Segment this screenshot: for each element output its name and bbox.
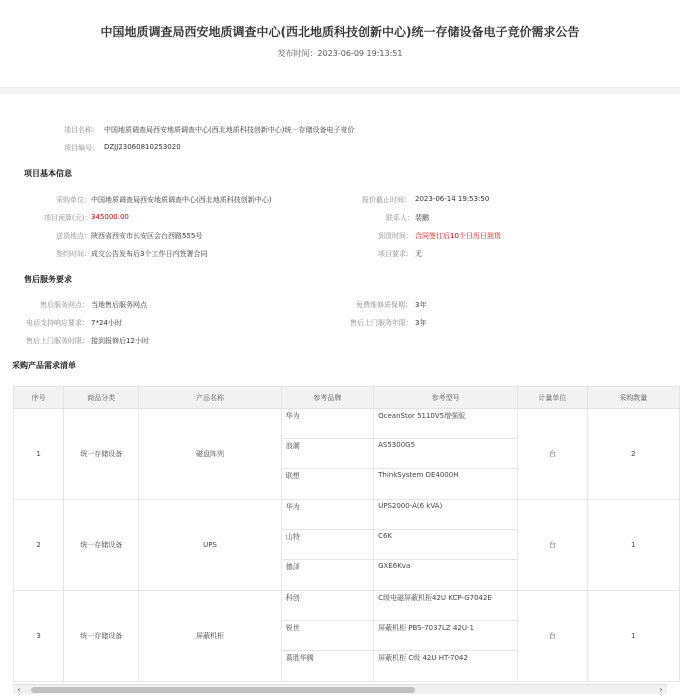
brand-cell: 德泽 [285, 563, 300, 571]
row-quantity: 1 [587, 591, 679, 682]
onsite-time-value: 接到报修后12小时 [91, 337, 149, 345]
row-index: 3 [14, 591, 64, 682]
basic-info-title: 项目基本信息 [24, 169, 72, 178]
requirement-value: 无 [415, 250, 422, 258]
scroll-left-icon[interactable]: ‹ [17, 685, 21, 694]
table-header-row [14, 387, 680, 409]
row-unit: 台 [518, 591, 587, 682]
model-cell: AS5300G5 [378, 441, 416, 449]
deadline-value: 2023-06-14 19:53:50 [415, 195, 490, 203]
scroll-thumb[interactable] [31, 687, 415, 693]
brand-cell: 华为 [285, 503, 300, 511]
budget-value: 345000.00 [91, 213, 129, 221]
row-category: 统一存储设备 [64, 409, 139, 500]
row-models [374, 500, 518, 591]
header-divider [0, 88, 680, 94]
deadline-label: 报价截止时间： [362, 196, 411, 204]
product-table [13, 386, 680, 682]
table-row [14, 591, 680, 682]
model-cell: 屏蔽机柜 PBS-7037LZ 42U-1 [378, 624, 474, 632]
model-cell: UPS2000-A(6 kVA) [378, 502, 443, 510]
announcement-header [0, 0, 680, 88]
brand-cell: 浪潮 [285, 442, 300, 450]
column-header: 参考型号 [374, 387, 518, 409]
onsite-time-label: 售后上门服务时限： [26, 337, 89, 345]
column-header: 商品分类 [64, 387, 139, 409]
row-brands [281, 591, 373, 682]
row-quantity: 1 [587, 500, 679, 591]
service-outlet-label: 售后服务网点： [40, 301, 89, 309]
row-index: 2 [14, 500, 64, 591]
buyer-value: 中国地质调查局西安地质调查中心(西北地质科技创新中心) [91, 196, 272, 204]
row-quantity: 2 [587, 409, 679, 500]
warranty-value: 3年 [415, 301, 427, 309]
row-category: 统一存储设备 [64, 500, 139, 591]
model-cell: 屏蔽机柜 C级 42U HT-7042 [378, 654, 468, 662]
row-unit: 台 [518, 500, 587, 591]
row-product: UPS [139, 500, 281, 591]
sign-time-value: 成交公告发布后3个工作日内签署合同 [91, 250, 208, 258]
horizontal-scrollbar[interactable] [13, 684, 667, 694]
requirement-label: 项目要求： [378, 250, 413, 258]
row-brands [281, 500, 373, 591]
product-list-title: 采购产品需求清单 [12, 361, 76, 370]
model-cell: C6K [378, 532, 393, 540]
service-outlet-value: 当地售后服务网点 [91, 301, 147, 309]
budget-label: 项目预算(元)： [44, 214, 92, 222]
project-name-label: 项目名称: [64, 126, 95, 134]
arrival-label: 到货时间： [378, 232, 413, 240]
table-row [14, 500, 680, 591]
brand-cell: 联想 [285, 472, 300, 480]
project-name-value: 中国地质调查局西安地质调查中心(西北地质科技创新中心)统一存储设备电子竞价 [104, 126, 355, 134]
warranty-label: 免费维修质保期： [356, 301, 412, 309]
brand-cell: 山特 [285, 533, 300, 541]
onsite-years-value: 3年 [415, 319, 427, 327]
page-title: 中国地质调查局西安地质调查中心(西北地质科技创新中心)统一存储设备电子竞价需求公告 [100, 25, 580, 39]
row-index: 1 [14, 409, 64, 500]
arrival-value: 合同签订后10个日历日到货 [415, 232, 501, 240]
row-unit: 台 [518, 409, 587, 500]
project-code-label: 项目编号: [64, 144, 95, 152]
model-cell: OceanStor 5110V5增强版 [378, 412, 466, 420]
column-header: 产品名称 [139, 387, 281, 409]
model-cell: C级电磁屏蔽机柜42U KCP-G7042E [378, 594, 492, 602]
contact-value: 裴鹏 [415, 214, 429, 222]
phone-support-value: 7*24小时 [91, 319, 122, 327]
brand-cell: 锐世 [285, 624, 300, 632]
after-sales-title: 售后服务要求 [24, 275, 72, 284]
column-header: 计量单位 [518, 387, 587, 409]
column-header: 序号 [14, 387, 64, 409]
model-cell: GXE6Kva [378, 562, 411, 570]
row-models [374, 409, 518, 500]
column-header: 参考品牌 [281, 387, 373, 409]
buyer-label: 采购单位： [56, 196, 91, 204]
row-product: 磁盘阵列 [139, 409, 281, 500]
row-category: 统一存储设备 [64, 591, 139, 682]
model-cell: ThinkSystem DE4000H [378, 471, 459, 479]
brand-cell: 华为 [285, 412, 300, 420]
table-row [14, 409, 680, 500]
product-table-container [13, 386, 680, 684]
scroll-right-icon[interactable]: › [659, 685, 663, 694]
column-header: 采购数量 [587, 387, 679, 409]
onsite-years-label: 售后上门服务年限： [350, 319, 413, 327]
contact-label: 联系人： [386, 214, 414, 222]
row-models [374, 591, 518, 682]
delivery-label: 送货地点： [56, 232, 91, 240]
brand-cell: 慕胜华腾 [285, 654, 314, 662]
row-product: 屏蔽机柜 [139, 591, 281, 682]
publish-time: 发布时间：2023-06-09 19:13:51 [277, 49, 403, 58]
row-brands [281, 409, 373, 500]
delivery-value: 陕西省西安市长安区会台西路555号 [91, 232, 203, 240]
phone-support-label: 电话支持响应要求： [26, 319, 89, 327]
brand-cell: 科创 [285, 594, 300, 602]
project-code-value: DZJJ23060810253020 [104, 143, 181, 151]
sign-time-label: 签约时间： [56, 250, 91, 258]
